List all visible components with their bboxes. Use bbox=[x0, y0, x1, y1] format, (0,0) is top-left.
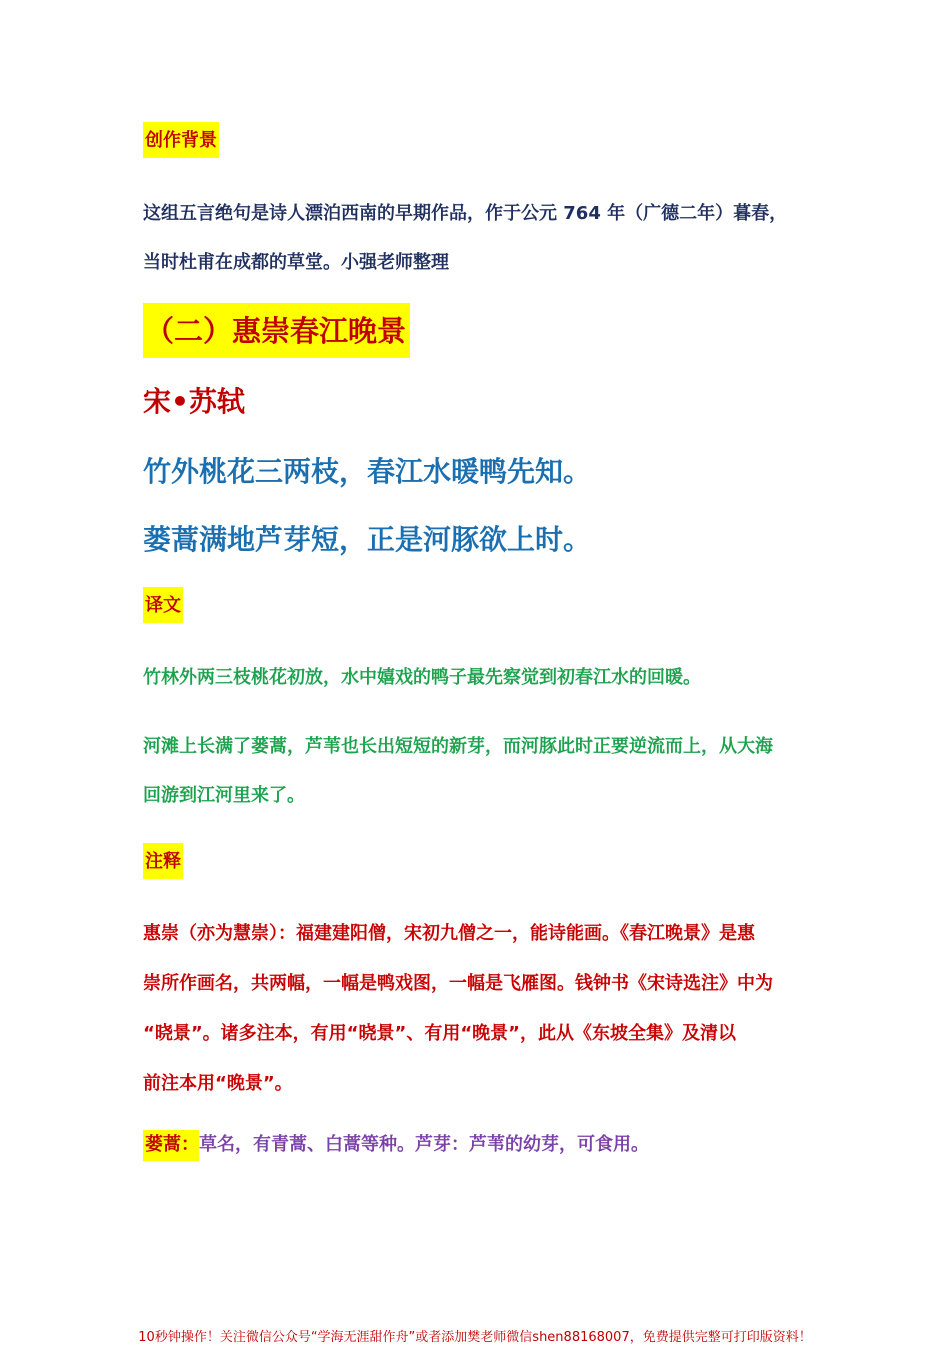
notes-line4: 前注本用“晚景”。 bbox=[143, 1073, 293, 1094]
notes-line1: 惠崇（亦为慧崇）：福建建阳僧，宋初九僧之一，能诗能画。《春江晚景》是惠 bbox=[143, 923, 755, 944]
poem-title: （二）惠崇春江晚景 bbox=[143, 303, 410, 358]
translation-line1: 竹林外两三枝桃花初放，水中嬉戏的鸭子最先察觉到初春江水的回暖。 bbox=[143, 667, 701, 688]
section-label-translation: 译文 bbox=[143, 587, 183, 623]
poem-verse-1: 竹外桃花三两枝，春江水暖鸭先知。 bbox=[143, 455, 592, 488]
translation-line3: 回游到江河里来了。 bbox=[143, 785, 305, 806]
footer-promo: 10秒钟操作！关注微信公众号“学海无涯甜作舟”或者添加樊老师微信shen88168007，免费提供完整可打印版资料！ bbox=[138, 1330, 812, 1345]
background-text-line1: 这组五言绝句是诗人漂泊西南的早期作品，作于公元 764 年（广德二年）暮春， bbox=[143, 203, 788, 224]
notes-line3: “晓景”。诸多注本，有用“晓景”、有用“晚景”，此从《东坡全集》及清以 bbox=[143, 1023, 736, 1044]
poem-verse-2: 蒌蒿满地芦芽短，正是河豚欲上时。 bbox=[143, 523, 592, 556]
notes-line2: 崇所作画名，共两幅，一幅是鸭戏图，一幅是飞雁图。钱钟书《宋诗选注》中为 bbox=[143, 973, 773, 994]
section-label-notes: 注释 bbox=[143, 843, 183, 879]
notes-term-line bbox=[143, 1130, 649, 1156]
section-label-background: 创作背景 bbox=[143, 122, 219, 158]
notes-term: 蒌蒿： bbox=[143, 1130, 199, 1161]
background-text-line2: 当时杜甫在成都的草堂。小强老师整理 bbox=[143, 252, 449, 273]
translation-line2: 河滩上长满了蒌蒿，芦苇也长出短短的新芽，而河豚此时正要逆流而上，从大海 bbox=[143, 736, 773, 757]
notes-term-definition: 草名，有青蒿、白蒿等种。芦芽：芦苇的幼芽，可食用。 bbox=[199, 1134, 649, 1155]
poem-author: 宋•苏轼 bbox=[143, 385, 245, 418]
